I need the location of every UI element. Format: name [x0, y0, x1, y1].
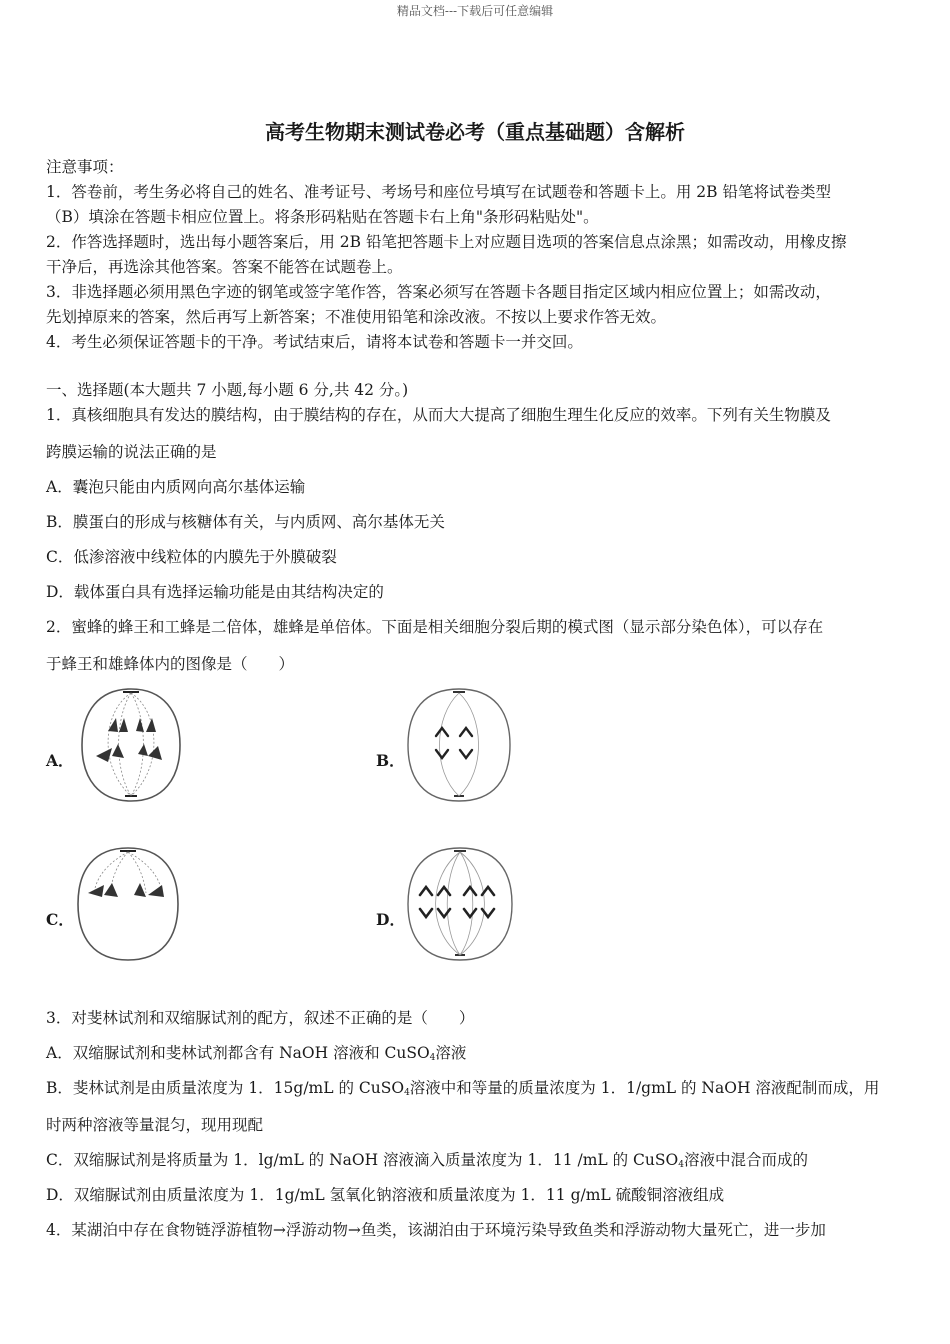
- q1-option-a: A．囊泡只能由内质网向高尔基体运输: [46, 478, 306, 496]
- q3-option-d: D．双缩脲试剂由质量浓度为 1．1g/mL 氢氧化钠溶液和质量浓度为 1．11 g/mL 硫酸铜溶液组成: [46, 1186, 725, 1204]
- figure-label-d: D．: [376, 910, 405, 929]
- q3-a-subscript: 4: [429, 1053, 436, 1063]
- notice-line: 4．考生必须保证答题卡的干净。考试结束后，请将本试卷和答题卡一并交回。: [46, 333, 583, 351]
- q1-stem: 1．真核细胞具有发达的膜结构，由于膜结构的存在，从而大大提高了细胞生理生化反应的效率。下列有关生物膜及: [46, 406, 831, 424]
- page-title: 高考生物期末测试卷必考（重点基础题）含解析: [265, 120, 685, 144]
- q3-b-text-end: 溶液中和等量的质量浓度为 1．1/gmL 的 NaOH 溶液配制而成，用: [409, 1079, 880, 1097]
- q1-option-b: B．膜蛋白的形成与核糖体有关，与内质网、高尔基体无关: [46, 513, 445, 531]
- section-heading: 一、选择题(本大题共 7 小题,每小题 6 分,共 42 分。): [46, 381, 409, 399]
- notice-line: 1．答卷前，考生务必将自己的姓名、准考证号、考场号和座位号填写在试题卷和答题卡上。用 2B 铅笔将试卷类型: [46, 183, 831, 201]
- q3-option-b-cont: 时两种溶液等量混匀，现用现配: [46, 1116, 264, 1134]
- figure-label-b: B．: [376, 751, 405, 770]
- q3-c-subscript: 4: [678, 1160, 684, 1170]
- q3-b-text: B．斐林试剂是由质量浓度为 1．15g/mL 的 CuSO: [46, 1079, 405, 1097]
- q1-option-c: C．低渗溶液中线粒体的内膜先于外膜破裂: [46, 548, 337, 566]
- notice-line: 3．非选择题必须用黑色字迹的钢笔或签字笔作答，答案必须写在答题卡各题目指定区域内相应位置上；如需改动，: [46, 283, 831, 301]
- notice-line: 2．作答选择题时，选出每小题答案后，用 2B 铅笔把答题卡上对应题目选项的答案信息点涂黑；如需改动，用橡皮擦: [46, 233, 847, 251]
- q3-option-c: [46, 1148, 808, 1170]
- q3-b-subscript: 4: [404, 1088, 410, 1098]
- figure-label-c: C．: [46, 910, 74, 929]
- q3-c-text: C．双缩脲试剂是将质量为 1．lg/mL 的 NaOH 溶液滴入质量浓度为 1．11 /mL 的 CuSO: [46, 1151, 679, 1169]
- cell-diagram-c: [74, 845, 182, 963]
- notice-line: 先划掉原来的答案，然后再写上新答案；不准使用铅笔和涂改液。不按以上要求作答无效。: [46, 308, 667, 326]
- q2-stem: 2．蜜蜂的蜂王和工蜂是二倍体，雄蜂是单倍体。下面是相关细胞分裂后期的模式图（显示部分染色体），可以存在: [46, 618, 824, 636]
- q3-a-text: A．双缩脲试剂和斐林试剂都含有 NaOH 溶液和 CuSO: [46, 1044, 430, 1062]
- q4-stem: 4．某湖泊中存在食物链浮游植物→浮游动物→鱼类，该湖泊由于环境污染导致鱼类和浮游动物大量死亡，进一步加: [46, 1221, 826, 1239]
- page-header: 精品文档---下载后可任意编辑: [396, 4, 554, 18]
- figure-label-a: A．: [46, 751, 74, 770]
- cell-diagram-d: [404, 845, 516, 963]
- notice-heading: 注意事项：: [46, 158, 124, 176]
- cell-diagram-b: [404, 686, 514, 804]
- cell-diagram-a: [78, 686, 184, 804]
- notice-line: （B）填涂在答题卡相应位置上。将条形码粘贴在答题卡右上角"条形码粘贴处"。: [46, 208, 599, 226]
- q1-option-d: D．载体蛋白具有选择运输功能是由其结构决定的: [46, 583, 384, 601]
- notice-line: 干净后，再选涂其他答案。答案不能答在试题卷上。: [46, 258, 403, 276]
- q3-option-a: [46, 1041, 466, 1063]
- q3-a-text-end: 溶液: [435, 1044, 467, 1062]
- q1-stem-cont: 跨膜运输的说法正确的是: [46, 443, 217, 461]
- q3-option-b: [46, 1076, 879, 1098]
- q3-stem: 3．对斐林试剂和双缩脲试剂的配方，叙述不正确的是（ ）: [46, 1009, 475, 1027]
- q3-c-text-end: 溶液中混合而成的: [683, 1151, 808, 1169]
- q2-stem-cont: 于蜂王和雄蜂体内的图像是（ ）: [46, 655, 295, 673]
